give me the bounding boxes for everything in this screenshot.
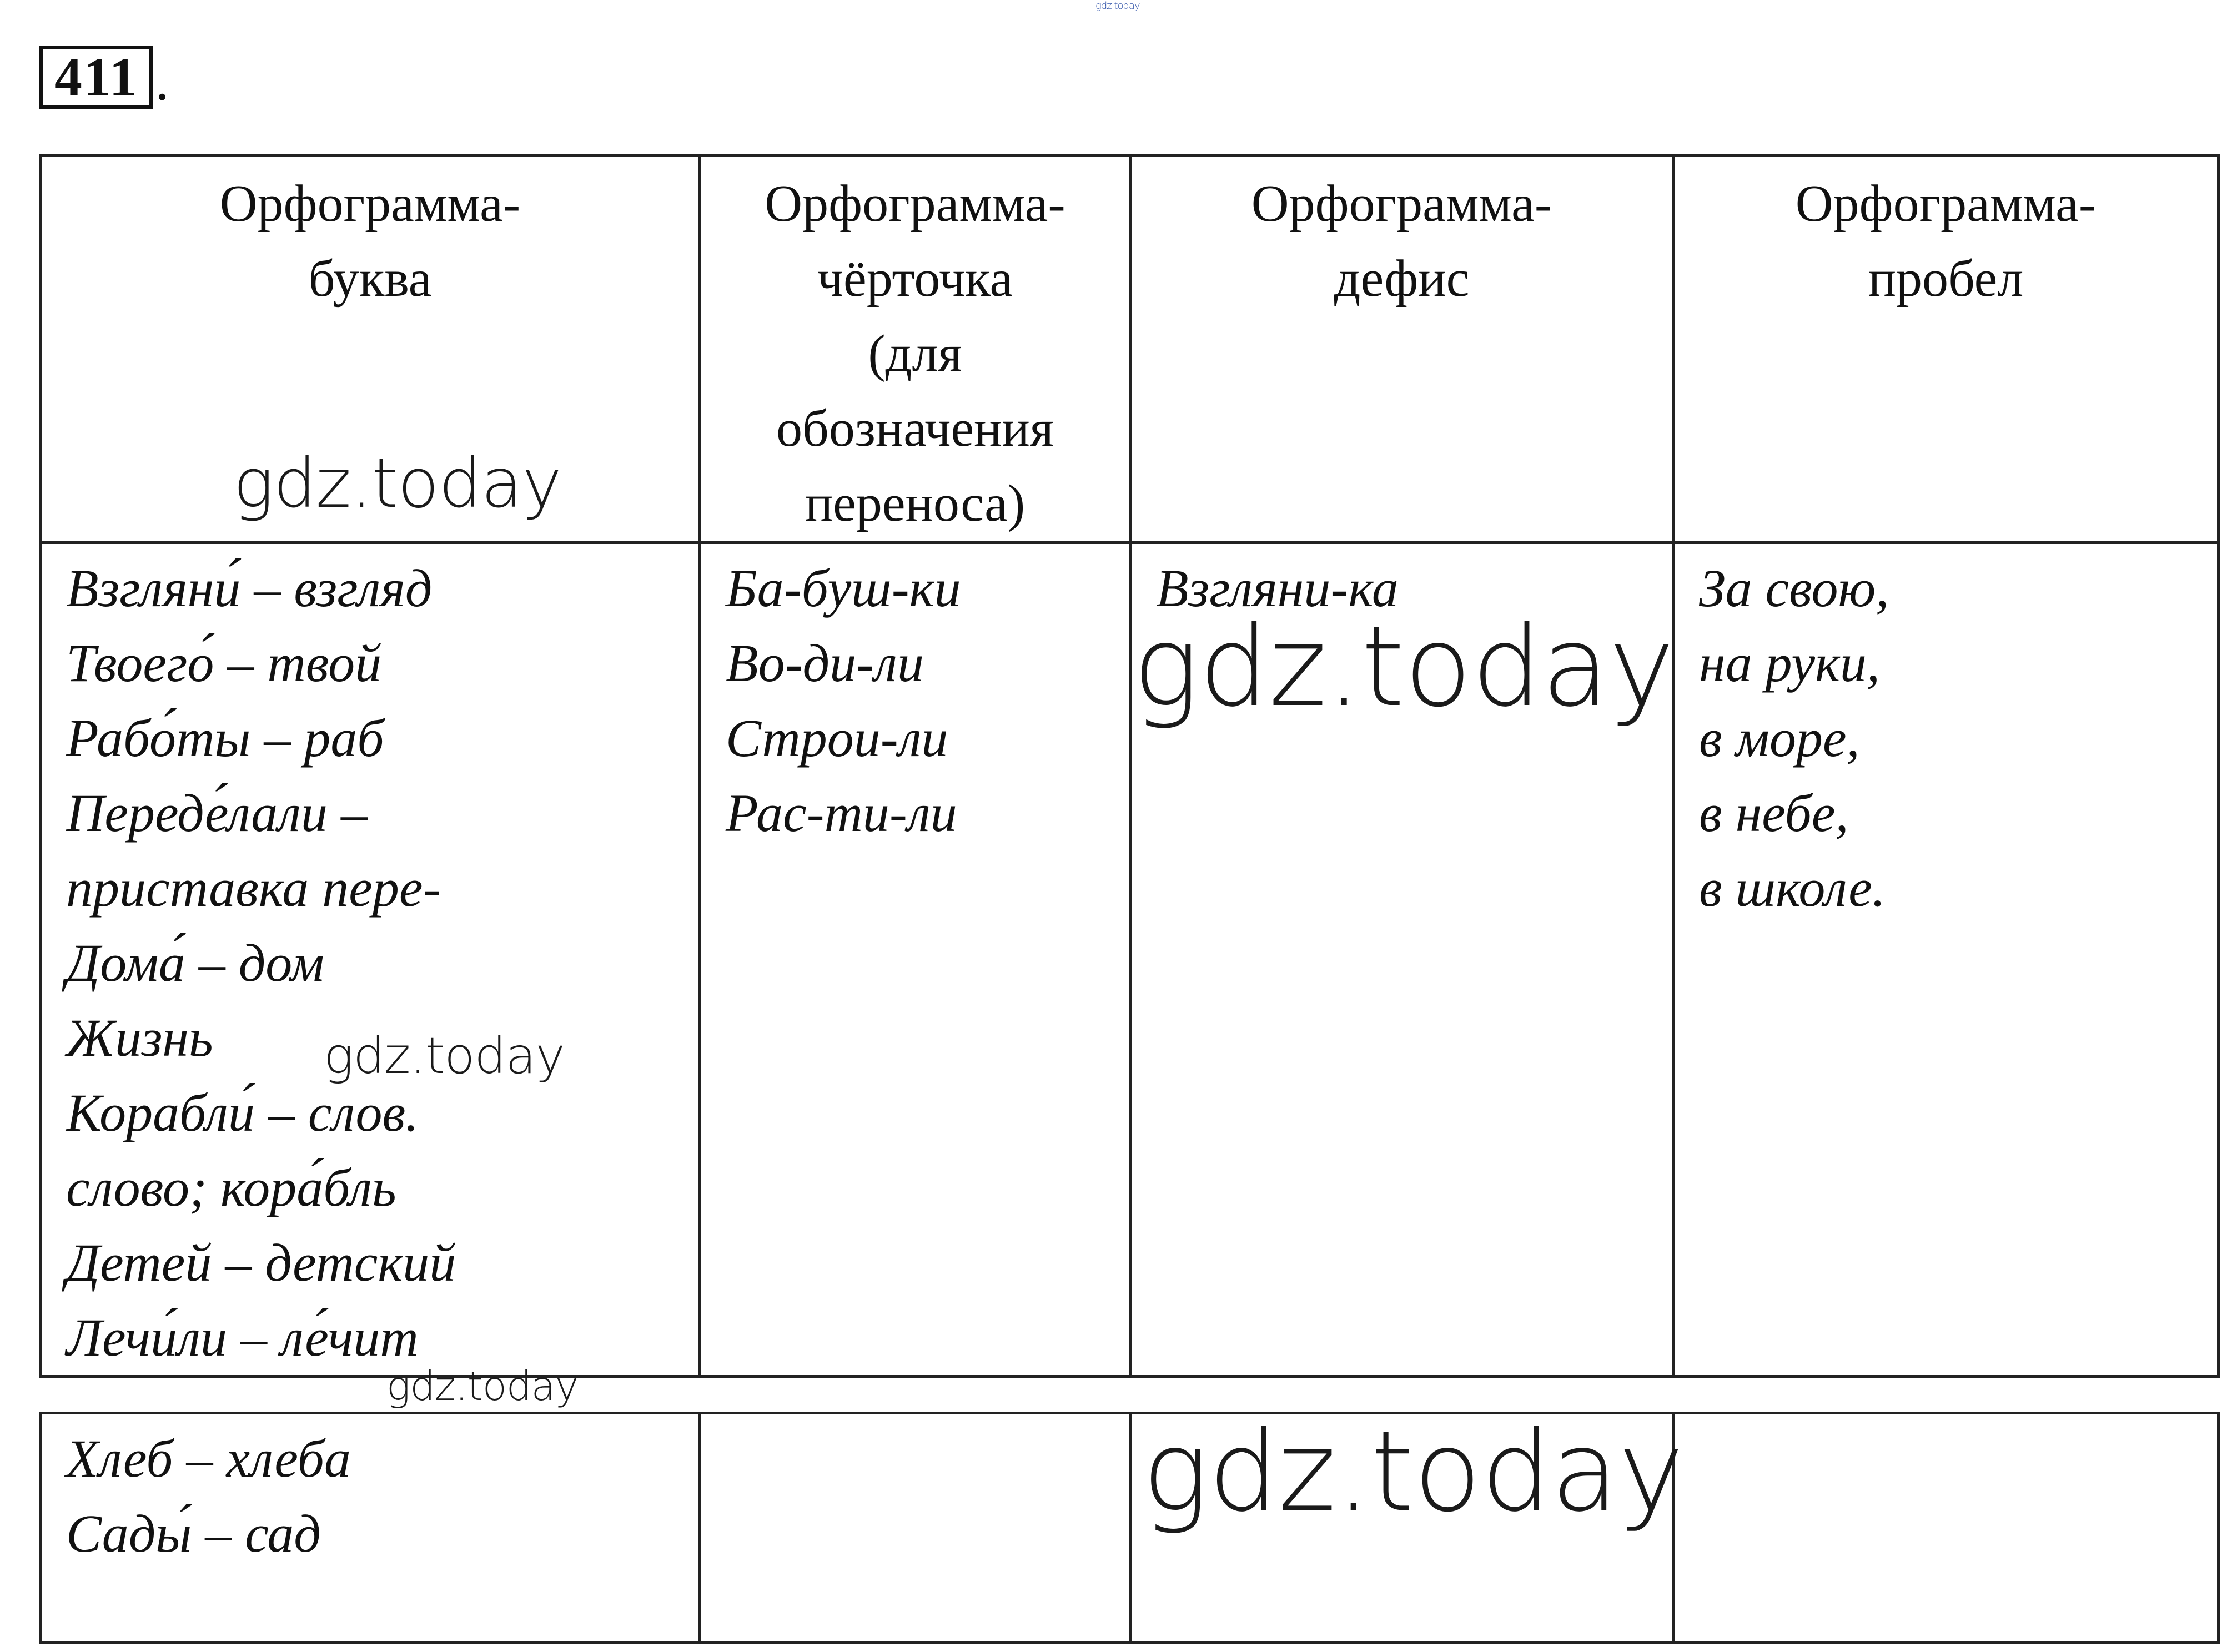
header-hyphenation-line-3: (для (868, 325, 962, 382)
header-letter-line-2: буква (308, 250, 432, 308)
space-word: в небе, (1699, 783, 1849, 843)
header-dash (1130, 155, 1673, 543)
letter-word: Рабо́ты – раб (66, 708, 384, 768)
exercise-number (39, 46, 169, 112)
space-word: в школе. (1699, 858, 1886, 918)
watermark: gdz.today (1142, 1407, 1684, 1537)
exercise-number-dot: . (155, 50, 169, 112)
body-row (41, 543, 2219, 1377)
header-space-line-2: пробел (1868, 250, 2024, 308)
space-word: в море, (1699, 708, 1860, 768)
hyphenation-word: Строи-ли (726, 708, 948, 768)
hyphenation-word: Рас-ти-ли (726, 783, 957, 843)
spelling-table-continued (39, 1412, 2220, 1644)
letter-word: приставка пере- (66, 858, 441, 918)
exercise-number-box: 411 (39, 46, 153, 109)
hyphenation-words-cell (700, 543, 1130, 1377)
header-hyphenation-line-5: переноса) (805, 475, 1025, 532)
header-space (1673, 155, 2219, 543)
header-letter-line-1: Орфограмма- (219, 175, 521, 233)
watermark: gdz.today (1133, 602, 1675, 732)
letter-words-cell (41, 543, 700, 1377)
letter-word: слово; кора́бль (66, 1158, 396, 1217)
spelling-table (39, 154, 2220, 1378)
header-hyphenation-line-1: Орфограмма- (765, 175, 1065, 233)
letter-word: Корабли́ – слов. (66, 1083, 419, 1142)
empty-cell (1673, 1413, 2219, 1643)
letter-word: Дома́ – дом (66, 933, 324, 993)
header-dash-line-1: Орфограмма- (1251, 175, 1552, 233)
hyphenation-word: Во-ди-ли (726, 633, 924, 693)
continued-row (41, 1413, 2219, 1643)
letter-word: Сады́ – сад (66, 1504, 321, 1563)
dash-word: Взгляни-ка (1156, 558, 1399, 618)
space-word: За свою, (1699, 558, 1889, 618)
watermark: gdz.today (233, 444, 562, 523)
letter-word: Взгляни́ – взгляд (66, 558, 433, 618)
header-hyphenation (700, 155, 1130, 543)
letter-word: Твоего́ – твой (66, 633, 382, 693)
space-word: на руки, (1699, 633, 1880, 693)
header-hyphenation-line-2: чёрточка (817, 250, 1013, 308)
space-words-cell (1673, 543, 2219, 1377)
letter-word: Переде́лали – (66, 783, 368, 843)
empty-cell (700, 1413, 1130, 1643)
header-hyphenation-line-4: обозначения (776, 400, 1054, 457)
hyphenation-word: Ба-буш-ки (726, 558, 961, 618)
watermark: gdz.today (324, 1027, 565, 1085)
letter-word: Хлеб – хлеба (66, 1429, 351, 1488)
top-watermark: gdz.today (1095, 0, 1140, 12)
letter-word: Лечи́ли – ле́чит (66, 1308, 419, 1367)
letter-word: Детей – детский (66, 1233, 456, 1292)
watermark: gdz.today (386, 1363, 579, 1409)
header-dash-line-2: дефис (1334, 250, 1470, 308)
letter-word: Жизнь (66, 1008, 213, 1067)
header-space-line-1: Орфограмма- (1795, 175, 2097, 233)
second-letter-words-cell (41, 1413, 700, 1643)
